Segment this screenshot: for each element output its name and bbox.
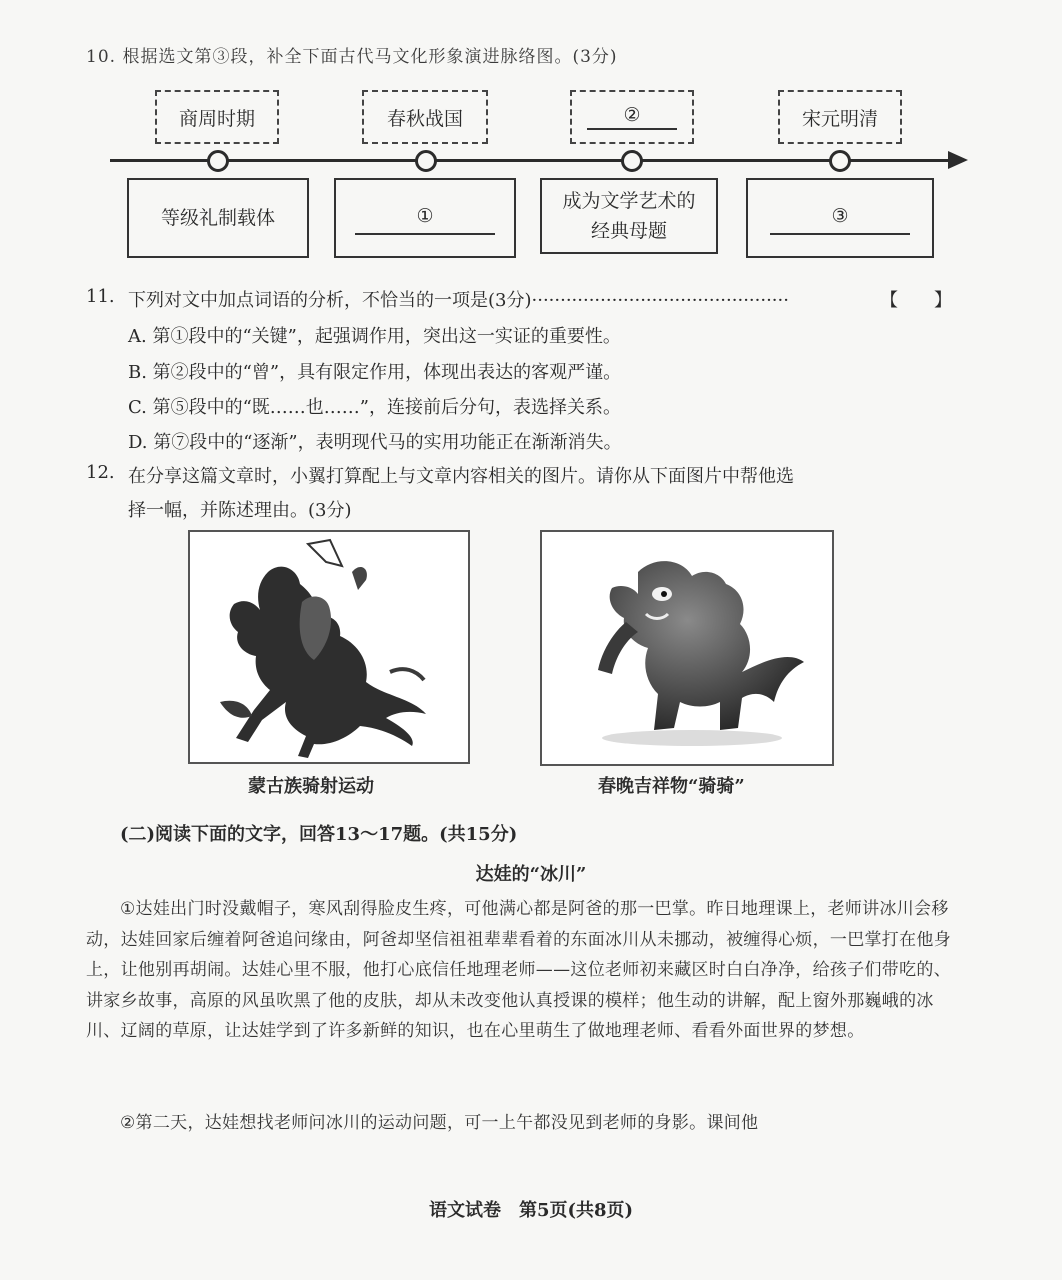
question-11-number: 11.	[86, 286, 115, 307]
option-c: C. 第⑤段中的“既……也……”，连接前后分句，表选择关系。	[128, 397, 621, 418]
timeline-content-1: 等级礼制载体	[127, 178, 309, 258]
caption-mongolian-riding: 蒙古族骑射运动	[248, 776, 374, 797]
timeline-content-3: 成为文学艺术的经典母题	[540, 178, 718, 254]
question-10-stem: 10. 根据选文第③段，补全下面古代马文化形象演进脉络图。(3分)	[86, 47, 618, 67]
option-b: B. 第②段中的“曾”，具有限定作用，体现出表达的客观严谨。	[128, 362, 622, 383]
answer-bracket[interactable]: 【 】	[880, 290, 952, 311]
blank-2[interactable]: ②	[587, 104, 677, 130]
passage-title: 达娃的“冰川”	[475, 864, 587, 885]
timeline-period-2: 春秋战国	[362, 90, 488, 144]
timeline-period-4: 宋元明清	[778, 90, 902, 144]
question-12-number: 12.	[86, 462, 115, 483]
horse-rider-silhouette-icon	[190, 532, 468, 762]
question-12-line-2: 择一幅，并陈述理由。(3分)	[128, 500, 352, 521]
timeline-node	[207, 150, 229, 172]
blank-1[interactable]: ①	[355, 201, 495, 235]
caption-mascot: 春晚吉祥物“骑骑”	[598, 776, 745, 797]
passage-paragraph-1: ①达娃出门时没戴帽子，寒风刮得脸皮生疼，可他满心都是阿爸的那一巴掌。昨日地理课上，老师讲冰川会移动，达娃回家后缠着阿爸追问缘由，阿爸却坚信祖祖辈辈看着的东面冰川从未挪动，被缠得心烦，一巴掌打在他身上，让他别再胡闹。达娃心里不服，他打心底信任地理老师——这位老师初来藏区时白白净净，给孩子们带吃的、讲家乡故事，高原的风虽吹黑了他的皮肤，却从未改变他认真授课的模样；他生动的讲解，配上窗外那巍峨的冰川、辽阔的草原，让达娃学到了许多新鲜的知识，也在心里萌生了做地理老师、看看外面世界的梦想。	[86, 899, 951, 1041]
question-11-stem: 下列对文中加点词语的分析，不恰当的一项是(3分)·············································	[128, 290, 789, 311]
timeline-period-1: 商周时期	[155, 90, 279, 144]
question-12-line-1: 在分享这篇文章时，小翼打算配上与文章内容相关的图片。请你从下面图片中帮他选	[128, 466, 794, 487]
timeline-node	[621, 150, 643, 172]
timeline-node	[415, 150, 437, 172]
blank-3[interactable]: ③	[770, 201, 910, 235]
timeline-arrow-head	[948, 151, 968, 169]
timeline-content-2-blank	[334, 178, 516, 258]
timeline-axis	[110, 159, 952, 162]
page-footer: 语文试卷 第5页(共8页)	[428, 1200, 634, 1221]
mascot-image[interactable]	[540, 530, 834, 766]
timeline-content-4-blank	[746, 178, 934, 258]
timeline-period-3-blank	[570, 90, 694, 144]
mongolian-riding-image[interactable]	[188, 530, 470, 764]
mascot-horse-icon	[542, 532, 832, 764]
passage-paragraph-2: ②第二天，达娃想找老师问冰川的运动问题，可一上午都没见到老师的身影。课间他	[120, 1113, 759, 1133]
timeline-node	[829, 150, 851, 172]
section-2-header: (二)阅读下面的文字，回答13～17题。(共15分)	[120, 824, 518, 845]
option-d: D. 第⑦段中的“逐渐”，表明现代马的实用功能正在渐渐消失。	[128, 432, 622, 453]
option-a: A. 第①段中的“关键”，起强调作用，突出这一实证的重要性。	[128, 326, 621, 347]
